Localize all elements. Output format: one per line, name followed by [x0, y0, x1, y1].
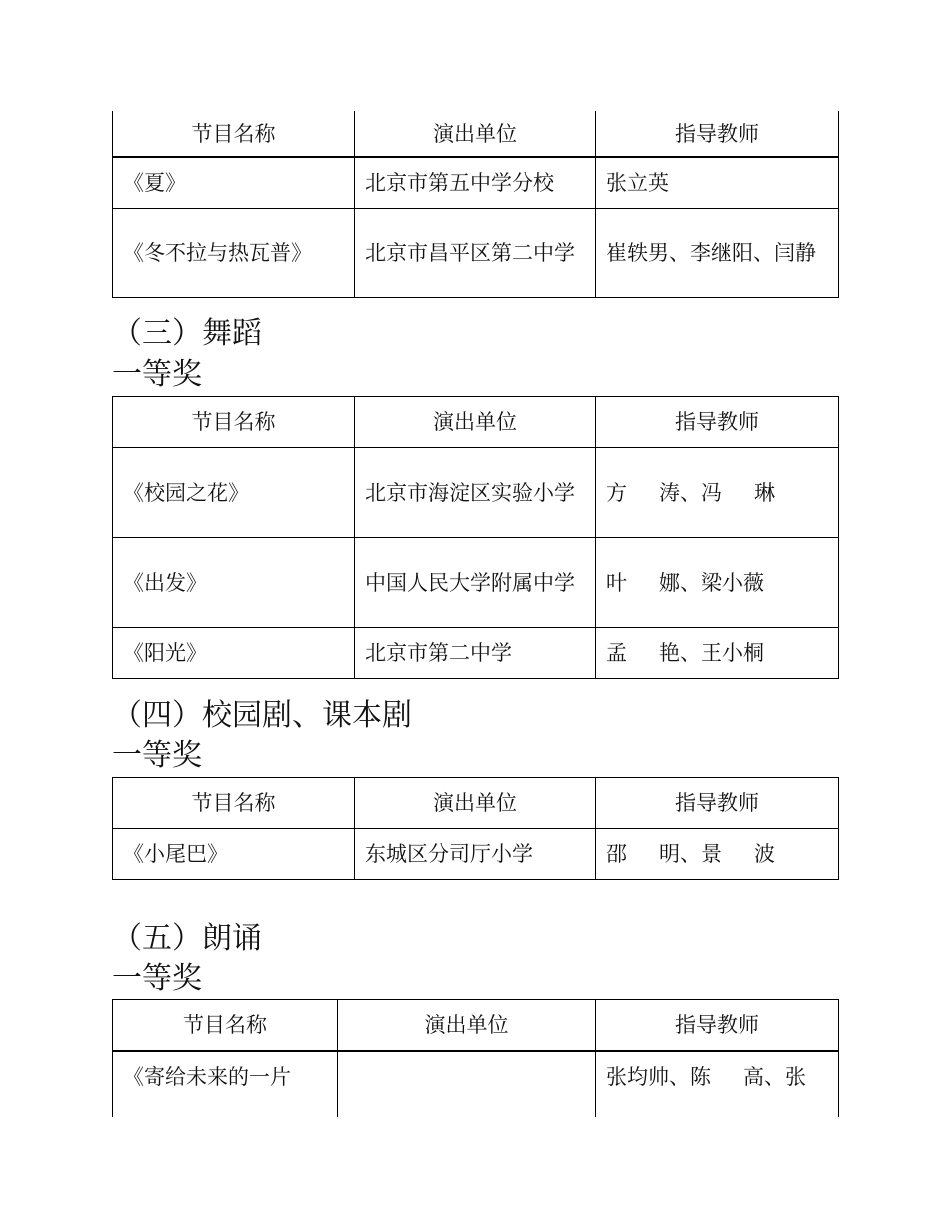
program-name: 《夏》: [113, 157, 355, 208]
header-program-name: 节目名称: [113, 111, 355, 157]
instructor-part: 涛、冯: [659, 480, 722, 505]
instructor: 崔轶男、李继阳、闫静: [596, 208, 839, 297]
program-table-recitation: [112, 999, 839, 1117]
instructor-part: 娜、梁小薇: [659, 570, 764, 595]
instructor-part: 邵: [606, 842, 627, 866]
program-table-continued: [112, 111, 839, 298]
instructor: 张立英: [596, 157, 839, 208]
instructor-part: 艳、王小桐: [659, 641, 764, 665]
table-row: [113, 448, 839, 538]
instructor: [596, 628, 839, 679]
table-row: [113, 829, 839, 880]
program-name: 《小尾巴》: [113, 829, 355, 880]
instructor: [596, 1051, 839, 1117]
header-performing-unit: 演出单位: [355, 111, 596, 157]
section-title-recitation: （五）朗诵: [112, 921, 262, 956]
performing-unit: 北京市第五中学分校: [355, 157, 596, 208]
instructor: [596, 829, 839, 880]
header-program-name: 节目名称: [113, 397, 355, 448]
performing-unit: 中国人民大学附属中学: [355, 538, 596, 628]
header-program-name: 节目名称: [113, 1000, 338, 1051]
table-row: [113, 157, 839, 208]
header-performing-unit: 演出单位: [338, 1000, 596, 1051]
header-performing-unit: 演出单位: [355, 778, 596, 829]
instructor-part: 琳: [754, 480, 775, 505]
table-row: [113, 538, 839, 628]
table-header-row: [113, 397, 839, 448]
program-name: 《寄给未来的一片: [113, 1051, 338, 1117]
program-name: 《冬不拉与热瓦普》: [113, 208, 355, 297]
section-title-drama: （四）校园剧、课本剧: [112, 698, 412, 733]
performing-unit: 东城区分司厅小学: [355, 829, 596, 880]
table-header-row: [113, 111, 839, 157]
header-instructor: 指导教师: [596, 778, 839, 829]
instructor-part: 高、张: [743, 1064, 806, 1089]
instructor-part: 波: [754, 842, 775, 866]
performing-unit: 北京市海淀区实验小学: [355, 448, 596, 538]
header-instructor: 指导教师: [596, 111, 839, 157]
section-title-dance: （三）舞蹈: [112, 316, 262, 351]
instructor-part: 明、景: [659, 842, 722, 866]
performing-unit: 北京市昌平区第二中学: [355, 208, 596, 297]
table-row: [113, 208, 839, 297]
program-table-drama: [112, 777, 839, 880]
header-performing-unit: 演出单位: [355, 397, 596, 448]
award-level-drama: 一等奖: [112, 738, 202, 773]
program-name: 《校园之花》: [113, 448, 355, 538]
award-level-dance: 一等奖: [112, 357, 202, 392]
award-level-recitation: 一等奖: [112, 961, 202, 996]
table-header-row: [113, 1000, 839, 1051]
table-header-row: [113, 778, 839, 829]
instructor: [596, 448, 839, 538]
instructor: [596, 538, 839, 628]
program-name: 《出发》: [113, 538, 355, 628]
instructor-part: 方: [606, 480, 627, 505]
performing-unit: 北京市第二中学: [355, 628, 596, 679]
performing-unit: [338, 1051, 596, 1117]
instructor-part: 孟: [606, 641, 627, 665]
table-row: [113, 628, 839, 679]
header-program-name: 节目名称: [113, 778, 355, 829]
table-row: [113, 1051, 839, 1117]
program-name: 《阳光》: [113, 628, 355, 679]
instructor-part: 张均帅、陈: [606, 1064, 711, 1089]
header-instructor: 指导教师: [596, 1000, 839, 1051]
instructor-part: 叶: [606, 570, 627, 595]
header-instructor: 指导教师: [596, 397, 839, 448]
program-table-dance: [112, 396, 839, 679]
